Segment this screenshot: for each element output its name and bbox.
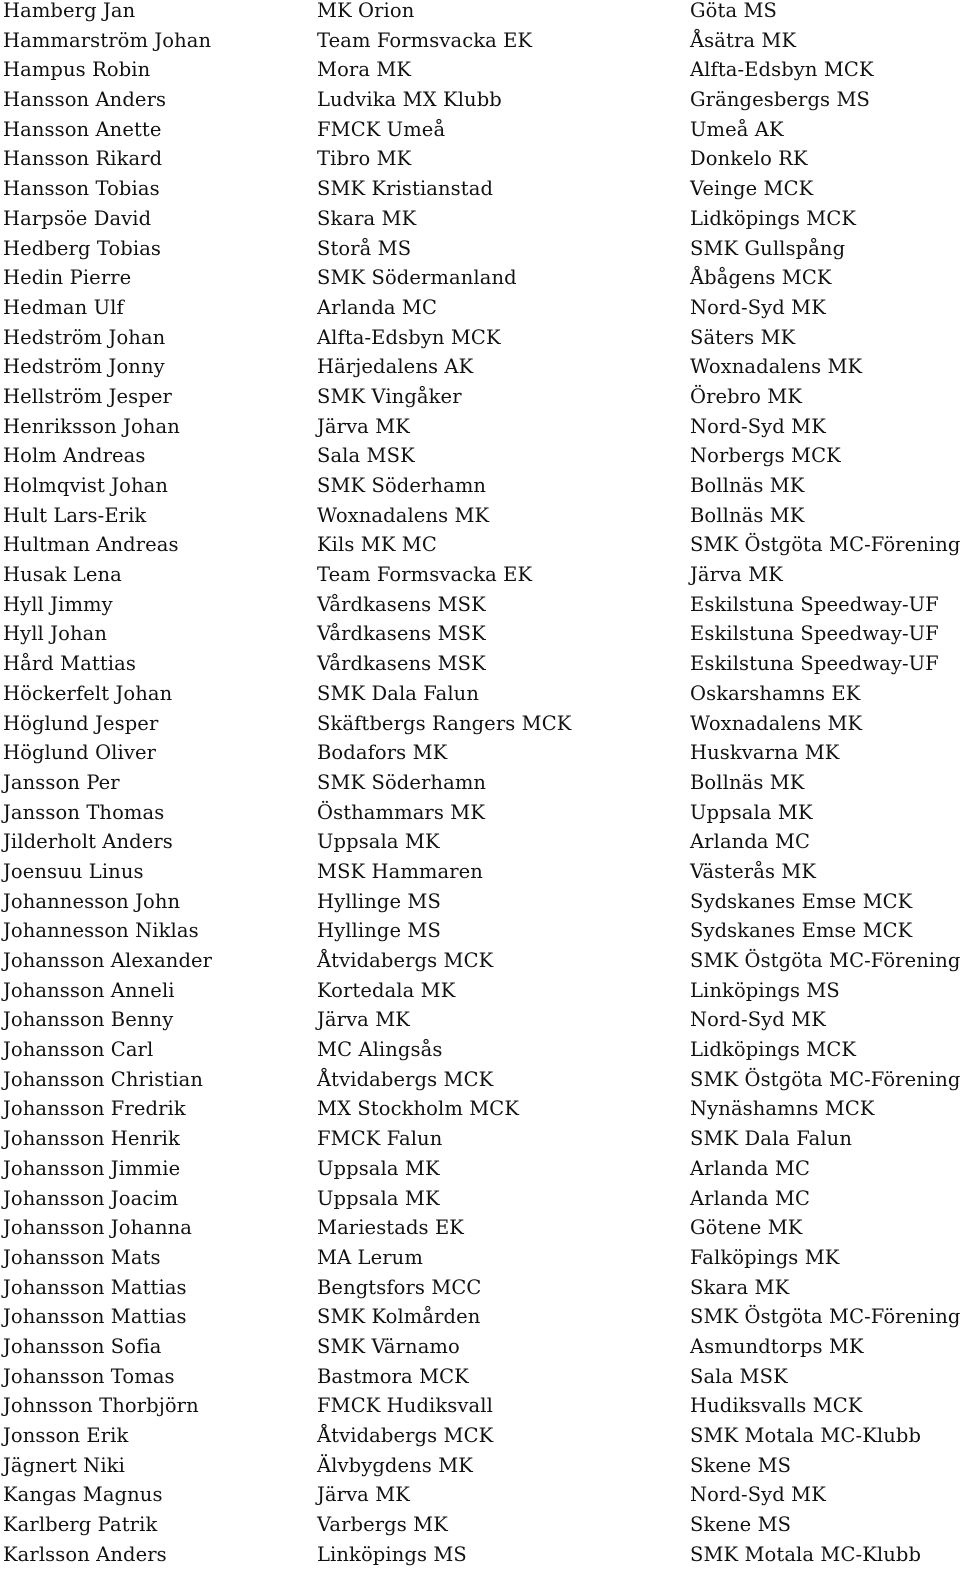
club-name: Mariestads EK (317, 1216, 464, 1240)
second-club-name: Örebro MK (690, 384, 803, 408)
rider-name: Johansson Mattias (3, 1305, 187, 1329)
rider-name: Hult Lars-Erik (3, 503, 147, 527)
list-row (0, 1184, 960, 1214)
rider-name: Hansson Rikard (3, 147, 163, 171)
club-name: Team Formsvacka EK (317, 28, 533, 52)
rider-name: Hansson Anders (3, 88, 167, 112)
second-club-name: Åbågens MCK (690, 266, 832, 290)
rider-name: Kangas Magnus (3, 1483, 163, 1507)
rider-name: Hedström Jonny (3, 355, 165, 379)
club-name: Järva MK (317, 1483, 410, 1507)
club-name: Järva MK (317, 414, 410, 438)
second-club-name: Huskvarna MK (690, 741, 840, 765)
second-club-name: Alfta-Edsbyn MCK (690, 58, 874, 82)
second-club-name: Göta MS (690, 0, 778, 22)
rider-name: Johansson Johanna (3, 1216, 192, 1240)
club-name: FMCK Umeå (317, 117, 446, 141)
second-club-name: SMK Östgöta MC-Förening (690, 1305, 960, 1329)
second-club-name: Nord-Syd MK (690, 295, 826, 319)
list-row (0, 1480, 960, 1510)
list-row (0, 738, 960, 768)
rider-name: Holmqvist Johan (3, 474, 169, 497)
rider-name: Hultman Andreas (3, 533, 179, 557)
list-row (0, 382, 960, 412)
list-row (0, 1124, 960, 1154)
rider-name: Jilderholt Anders (3, 830, 173, 854)
rider-name: Hedström Johan (3, 325, 166, 349)
club-name: Vårdkasens MSK (317, 622, 486, 646)
second-club-name: Åsätra MK (690, 28, 797, 52)
rider-name: Hampus Robin (3, 58, 151, 82)
list-row (0, 144, 960, 174)
rider-name: Hedberg Tobias (3, 236, 162, 260)
second-club-name: Falköpings MK (690, 1245, 840, 1269)
rider-name: Holm Andreas (3, 444, 146, 468)
club-name: Vårdkasens MSK (317, 592, 486, 616)
rider-name: Hansson Anette (3, 117, 162, 141)
list-row (0, 530, 960, 560)
club-name: SMK Södermanland (317, 266, 517, 290)
list-row (0, 1243, 960, 1273)
club-name: Hyllinge MS (317, 919, 441, 943)
rider-name: Hamberg Jan (3, 0, 136, 22)
club-name: Åtvidabergs MCK (317, 1424, 494, 1447)
second-club-name: SMK Östgöta MC-Förening (690, 1067, 960, 1091)
list-row (0, 55, 960, 85)
list-row (0, 1421, 960, 1451)
rider-name: Johansson Benny (3, 1008, 174, 1032)
list-row (0, 1273, 960, 1303)
list-row (0, 1332, 960, 1362)
rider-name: Johansson Jimmie (3, 1156, 181, 1180)
club-name: MX Stockholm MCK (317, 1097, 519, 1121)
rider-name: Joensuu Linus (3, 859, 144, 883)
second-club-name: Säters MK (690, 325, 796, 349)
rider-name: Johansson Tomas (3, 1364, 175, 1388)
second-club-name: Eskilstuna Speedway-UF (690, 622, 939, 646)
rider-name: Höckerfelt Johan (3, 681, 173, 705)
second-club-name: Asmundtorps MK (690, 1334, 864, 1358)
second-club-name: Umeå AK (690, 117, 784, 141)
list-row (0, 827, 960, 857)
list-row (0, 679, 960, 709)
list-row (0, 234, 960, 264)
rider-name: Hansson Tobias (3, 177, 160, 201)
list-row (0, 263, 960, 293)
rider-name: Johansson Mattias (3, 1275, 187, 1299)
rider-name: Jansson Thomas (3, 800, 165, 824)
second-club-name: SMK Östgöta MC-Förening (690, 949, 960, 972)
club-name: SMK Söderhamn (317, 474, 487, 497)
rider-name: Hammarström Johan (3, 28, 212, 52)
second-club-name: Sala MSK (690, 1364, 788, 1388)
second-club-name: Eskilstuna Speedway-UF (690, 592, 939, 616)
club-name: MK Orion (317, 0, 415, 22)
club-name: Vårdkasens MSK (317, 652, 486, 676)
second-club-name: Skara MK (690, 1275, 790, 1299)
second-club-name: Arlanda MC (690, 1156, 811, 1180)
second-club-name: Arlanda MC (690, 830, 811, 854)
second-club-name: SMK Motala MC-Klubb (690, 1542, 922, 1566)
club-name: Åtvidabergs MCK (317, 949, 494, 972)
club-name: SMK Vingåker (317, 384, 462, 408)
club-name: Östhammars MK (317, 800, 485, 824)
rider-name: Hyll Johan (3, 622, 107, 646)
list-row (0, 441, 960, 471)
list-row (0, 590, 960, 620)
list-row (0, 1154, 960, 1184)
rider-name: Johnsson Thorbjörn (3, 1394, 199, 1418)
second-club-name: SMK Gullspång (690, 236, 846, 260)
second-club-name: Oskarshamns EK (690, 681, 861, 705)
list-row (0, 174, 960, 204)
list-row (0, 1540, 960, 1569)
club-name: SMK Kolmården (317, 1305, 481, 1329)
list-row (0, 946, 960, 976)
club-name: Älvbygdens MK (317, 1453, 473, 1477)
rider-name: Johannesson Niklas (3, 919, 199, 943)
rider-name: Johansson Alexander (3, 949, 213, 972)
second-club-name: Bollnäs MK (690, 474, 805, 497)
list-row (0, 204, 960, 234)
club-name: Arlanda MC (317, 295, 438, 319)
list-row (0, 0, 960, 26)
club-name: Storå MS (317, 236, 412, 260)
club-name: Kils MK MC (317, 533, 437, 557)
list-row (0, 619, 960, 649)
rider-name: Johansson Henrik (3, 1127, 180, 1151)
list-row (0, 798, 960, 828)
rider-name: Johansson Anneli (3, 978, 175, 1002)
club-name: FMCK Hudiksvall (317, 1394, 493, 1418)
rider-name: Johansson Fredrik (3, 1097, 186, 1121)
club-name: Sala MSK (317, 444, 415, 468)
second-club-name: Västerås MK (690, 859, 817, 883)
rider-name: Johansson Joacim (3, 1186, 179, 1210)
club-name: Uppsala MK (317, 1156, 440, 1180)
second-club-name: Linköpings MS (690, 978, 840, 1002)
list-row (0, 1094, 960, 1124)
club-name: Team Formsvacka EK (317, 563, 533, 587)
list-row (0, 1213, 960, 1243)
list-row (0, 1005, 960, 1035)
list-row (0, 976, 960, 1006)
rider-name: Hyll Jimmy (3, 592, 113, 616)
list-row (0, 1035, 960, 1065)
club-name: Hyllinge MS (317, 889, 441, 913)
club-name: Järva MK (317, 1008, 410, 1032)
second-club-name: Skene MS (690, 1453, 792, 1477)
club-name: MA Lerum (317, 1245, 423, 1269)
second-club-name: Lidköpings MCK (690, 1038, 857, 1062)
second-club-name: Bollnäs MK (690, 770, 805, 794)
rider-name: Hård Mattias (3, 652, 136, 676)
second-club-name: Uppsala MK (690, 800, 813, 824)
second-club-name: Sydskanes Emse MCK (690, 919, 913, 943)
club-name: Woxnadalens MK (317, 503, 490, 527)
second-club-name: Woxnadalens MK (690, 355, 863, 379)
club-name: Härjedalens AK (317, 355, 474, 379)
rider-name: Jägnert Niki (3, 1453, 125, 1477)
club-name: Skäftbergs Rangers MCK (317, 711, 572, 735)
second-club-name: Arlanda MC (690, 1186, 811, 1210)
club-name: Åtvidabergs MCK (317, 1067, 494, 1091)
club-name: Varbergs MK (317, 1513, 448, 1537)
list-row (0, 1451, 960, 1481)
club-name: Bengtsfors MCC (317, 1275, 482, 1299)
second-club-name: Nynäshamns MCK (690, 1097, 875, 1121)
rider-name: Hedin Pierre (3, 266, 132, 290)
rider-name: Jansson Per (3, 770, 120, 794)
second-club-name: Järva MK (690, 563, 783, 587)
club-name: MSK Hammaren (317, 859, 483, 883)
rider-name: Jonsson Erik (3, 1424, 129, 1447)
rider-name: Hellström Jesper (3, 384, 172, 408)
club-name: FMCK Falun (317, 1127, 443, 1151)
second-club-name: Hudiksvalls MCK (690, 1394, 863, 1418)
second-club-name: Grängesbergs MS (690, 88, 870, 112)
list-row (0, 85, 960, 115)
rider-name: Karlberg Patrik (3, 1513, 158, 1537)
club-name: Mora MK (317, 58, 412, 82)
rider-name: Johansson Carl (3, 1038, 154, 1062)
list-row (0, 1391, 960, 1421)
list-row (0, 293, 960, 323)
second-club-name: Skene MS (690, 1513, 792, 1537)
list-row (0, 1510, 960, 1540)
list-row (0, 471, 960, 501)
club-name: Uppsala MK (317, 1186, 440, 1210)
rider-name: Johansson Mats (3, 1245, 161, 1269)
club-name: MC Alingsås (317, 1038, 443, 1062)
club-name: Kortedala MK (317, 978, 456, 1002)
club-name: SMK Värnamo (317, 1334, 460, 1358)
rider-name: Johansson Christian (3, 1067, 204, 1091)
second-club-name: Donkelo RK (690, 147, 808, 171)
list-row (0, 1362, 960, 1392)
club-name: Tibro MK (317, 147, 412, 171)
club-name: Bastmora MCK (317, 1364, 469, 1388)
club-name: SMK Kristianstad (317, 177, 494, 201)
second-club-name: Lidköpings MCK (690, 206, 857, 230)
club-name: Ludvika MX Klubb (317, 88, 502, 112)
list-row (0, 26, 960, 56)
second-club-name: Eskilstuna Speedway-UF (690, 652, 939, 676)
second-club-name: Nord-Syd MK (690, 1483, 826, 1507)
list-row (0, 1302, 960, 1332)
rider-name: Johansson Sofia (3, 1334, 162, 1358)
second-club-name: Bollnäs MK (690, 503, 805, 527)
list-row (0, 115, 960, 145)
rider-name: Höglund Oliver (3, 741, 157, 765)
list-row (0, 887, 960, 917)
list-row (0, 323, 960, 353)
second-club-name: Nord-Syd MK (690, 414, 826, 438)
club-name: Alfta-Edsbyn MCK (317, 325, 501, 349)
second-club-name: SMK Motala MC-Klubb (690, 1424, 922, 1447)
rider-name: Husak Lena (3, 563, 122, 587)
second-club-name: SMK Östgöta MC-Förening (690, 533, 960, 557)
list-row (0, 352, 960, 382)
club-name: SMK Söderhamn (317, 770, 487, 794)
list-row (0, 857, 960, 887)
club-name: Uppsala MK (317, 830, 440, 854)
list-row (0, 709, 960, 739)
rider-name: Höglund Jesper (3, 711, 159, 735)
club-name: SMK Dala Falun (317, 681, 479, 705)
list-row (0, 649, 960, 679)
rider-name: Karlsson Anders (3, 1542, 167, 1566)
second-club-name: Sydskanes Emse MCK (690, 889, 913, 913)
list-row (0, 501, 960, 531)
rider-name: Harpsöe David (3, 206, 152, 230)
rider-name: Hedman Ulf (3, 295, 124, 319)
rider-name: Henriksson Johan (3, 414, 180, 438)
rider-name: Johannesson John (3, 889, 181, 913)
list-row (0, 560, 960, 590)
second-club-name: Norbergs MCK (690, 444, 841, 468)
second-club-name: Veinge MCK (690, 177, 814, 201)
list-row (0, 412, 960, 442)
list-row (0, 768, 960, 798)
club-name: Linköpings MS (317, 1542, 467, 1566)
list-row (0, 1065, 960, 1095)
second-club-name: SMK Dala Falun (690, 1127, 852, 1151)
second-club-name: Woxnadalens MK (690, 711, 863, 735)
list-row (0, 916, 960, 946)
club-name: Skara MK (317, 206, 417, 230)
second-club-name: Nord-Syd MK (690, 1008, 826, 1032)
club-name: Bodafors MK (317, 741, 448, 765)
second-club-name: Götene MK (690, 1216, 803, 1240)
